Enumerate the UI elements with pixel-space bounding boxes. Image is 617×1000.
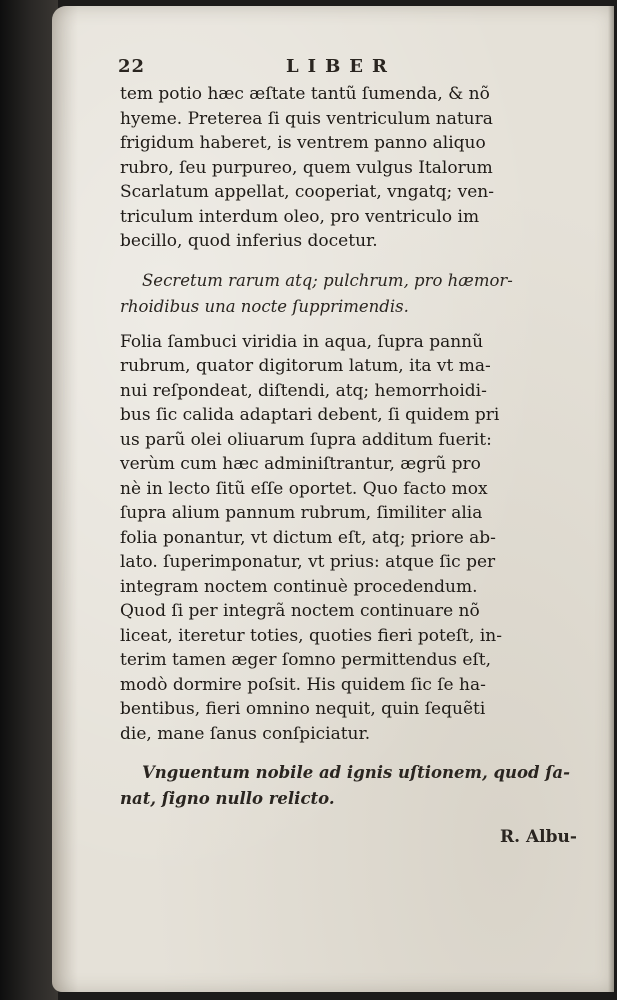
text-line: hyeme. Preterea ſi quis ventriculum natura bbox=[120, 108, 493, 129]
section-heading-1 bbox=[120, 268, 600, 320]
spacer bbox=[120, 320, 600, 330]
text-line: liceat, iteretur toties, quoties fieri poteſt, in- bbox=[120, 625, 502, 646]
text-line: nui reſpondeat, diſtendi, atq; hemorrhoidi- bbox=[120, 380, 487, 401]
text-line: bentibus, fieri omnino nequit, quin ſequẽti bbox=[120, 699, 486, 719]
text-line: terim tamen æger ſomno permittendus eſt, bbox=[120, 650, 492, 670]
text-line: nè in lecto ſitũ eſſe oportet. Quo facto mox bbox=[120, 478, 488, 499]
heading-line: Vnguentum nobile ad ignis uſtionem, quod ſa- bbox=[142, 763, 570, 782]
text-line: folia ponantur, vt dictum eſt, atq; priore ab- bbox=[120, 527, 496, 548]
paragraph-2 bbox=[120, 330, 600, 747]
running-head bbox=[118, 56, 458, 80]
text-line: modò dormire poſsit. His quidem ſic ſe ha- bbox=[120, 674, 486, 695]
text-line: bus ſic calida adaptari debent, ſi quidem pri bbox=[120, 405, 500, 425]
text-line: integram noctem continuè procedendum. bbox=[120, 576, 478, 597]
text-line: ſupra alium pannum rubrum, ſimiliter alia bbox=[120, 503, 483, 523]
text-line: Quod ſi per integrã noctem continuare nõ bbox=[120, 601, 480, 621]
text-line: us parũ olei oliuarum ſupra additum fuerit: bbox=[120, 429, 492, 450]
heading-line: Secretum rarum atq; pulchrum, pro hæmor- bbox=[142, 270, 513, 290]
section-heading-2 bbox=[120, 760, 600, 812]
text-line: Folia ſambuci viridia in aqua, ſupra pannũ bbox=[120, 331, 484, 352]
spacer bbox=[120, 254, 600, 268]
page-edge bbox=[608, 6, 614, 992]
page-number: 22 bbox=[118, 56, 146, 77]
text-line: verùm cum hæc adminiſtrantur, ægrũ pro bbox=[120, 454, 481, 474]
running-title: LIBER bbox=[286, 56, 396, 77]
text-line: tem potio hæc æſtate tantũ ſumenda, & nõ bbox=[120, 84, 490, 104]
paragraph-1 bbox=[120, 82, 600, 254]
text-line: lato. ſuperimponatur, vt prius: atque ſic per bbox=[120, 552, 496, 572]
text-line: Scarlatum appellat, cooperiat, vngatq; ven- bbox=[120, 182, 494, 202]
heading-line: rhoidibus una nocte ſupprimendis. bbox=[120, 296, 409, 316]
text-line: frigidum haberet, is ventrem panno aliquo bbox=[120, 133, 486, 153]
spacer bbox=[120, 746, 600, 760]
text-line: rubro, ſeu purpureo, quem vulgus Italorum bbox=[120, 157, 493, 178]
text-block bbox=[120, 82, 600, 812]
text-line: rubrum, quator digitorum latum, ita vt ma- bbox=[120, 356, 491, 376]
text-line: becillo, quod inferius docetur. bbox=[120, 231, 378, 251]
text-line: triculum interdum oleo, pro ventriculo im bbox=[120, 206, 480, 227]
scan-border bbox=[0, 0, 58, 1000]
heading-line: nat, ſigno nullo relicto. bbox=[120, 789, 335, 808]
catchword: R. Albu- bbox=[500, 827, 577, 847]
text-line: die, mane ſanus conſpiciatur. bbox=[120, 723, 371, 744]
